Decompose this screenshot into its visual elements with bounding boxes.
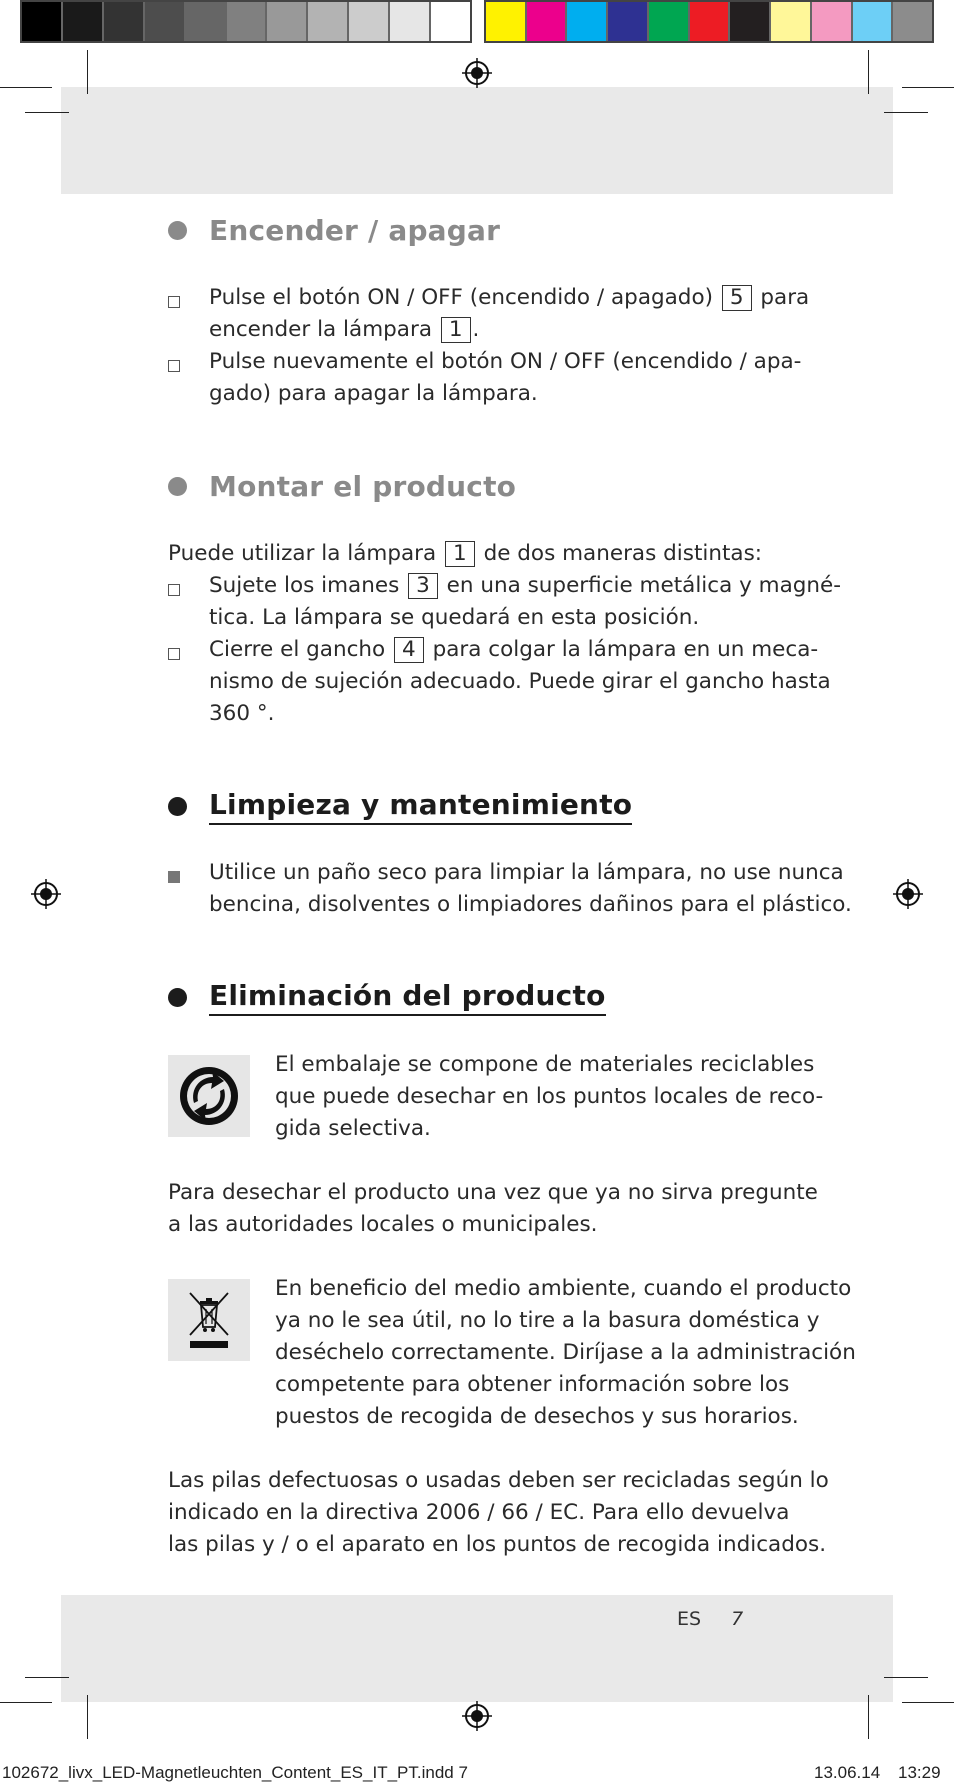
color-swatch	[145, 2, 186, 41]
color-swatch	[567, 2, 608, 41]
paragraph	[209, 634, 831, 730]
color-swatch	[186, 2, 227, 41]
slug-time: 13:29	[898, 1763, 941, 1782]
page-number: 7	[731, 1608, 744, 1630]
text: gida selectiva.	[275, 1116, 431, 1141]
crop-mark	[25, 112, 69, 113]
text: las pilas y / o el aparato en los puntos de recogida indicados.	[168, 1532, 827, 1557]
color-swatch	[390, 2, 431, 41]
green-dot-recycle-icon	[168, 1055, 250, 1137]
color-swatch	[22, 2, 63, 41]
crop-mark	[25, 1677, 69, 1678]
heading-limpieza	[168, 788, 632, 825]
filled-square-bullet-icon	[168, 871, 180, 883]
text: nismo de sujeción adecuado. Puede girar el gancho hasta	[209, 669, 831, 694]
weee-icon-box	[168, 1279, 250, 1361]
bottom-band	[61, 1595, 893, 1702]
crop-mark	[87, 50, 88, 94]
open-square-bullet-icon	[168, 584, 180, 596]
part-reference: 1	[445, 541, 475, 567]
text: Cierre el gancho	[209, 637, 386, 662]
top-band	[61, 87, 893, 194]
color-swatch	[227, 2, 268, 41]
color-swatch	[63, 2, 104, 41]
color-swatch	[893, 2, 932, 41]
registration-mark-icon	[893, 879, 923, 909]
grayscale-bar	[20, 0, 472, 43]
heading-text: Eliminación del producto	[209, 979, 606, 1016]
text: tica. La lámpara se quedará en esta posición.	[209, 605, 700, 630]
text: Sujete los imanes	[209, 573, 400, 598]
color-swatch	[690, 2, 731, 41]
color-swatch	[771, 2, 812, 41]
color-swatch	[853, 2, 894, 41]
text: ya no le sea útil, no lo tire a la basura doméstica y	[275, 1308, 820, 1333]
color-swatch	[431, 2, 470, 41]
paragraph	[209, 570, 841, 634]
crop-mark	[884, 112, 928, 113]
heading-encender	[168, 214, 500, 247]
heading-bullet-icon	[168, 988, 187, 1007]
part-reference: 1	[441, 317, 471, 343]
heading-montar	[168, 470, 516, 503]
crop-mark	[902, 87, 954, 88]
heading-bullet-icon	[168, 797, 187, 816]
text: 360 °.	[209, 701, 275, 726]
part-reference: 5	[722, 285, 752, 311]
text: Pulse el botón ON / OFF (encendido / apagado)	[209, 285, 714, 310]
open-square-bullet-icon	[168, 296, 180, 308]
paragraph	[168, 1465, 829, 1561]
text: para	[760, 285, 810, 310]
crop-mark	[868, 1695, 869, 1739]
color-swatch	[104, 2, 145, 41]
text: que puede desechar en los puntos locales de reco-	[275, 1084, 824, 1109]
paragraph	[275, 1273, 856, 1433]
text: Para desechar el producto una vez que ya no sirva pregunte	[168, 1180, 818, 1205]
crossed-bin-icon	[168, 1279, 250, 1361]
text: .	[472, 317, 480, 342]
text: Puede utilizar la lámpara	[168, 541, 437, 566]
open-square-bullet-icon	[168, 648, 180, 660]
heading-text: Encender / apagar	[209, 214, 501, 247]
text: Pulse nuevamente el botón ON / OFF (encendido / apa-	[209, 349, 802, 374]
crop-mark	[902, 1702, 954, 1703]
heading-bullet-icon	[168, 221, 187, 240]
paragraph	[209, 857, 852, 921]
crop-mark	[87, 1695, 88, 1739]
text: para colgar la lámpara en un meca-	[432, 637, 819, 662]
text: en una superficie metálica y magné-	[446, 573, 842, 598]
color-swatch	[527, 2, 568, 41]
registration-mark-icon	[462, 58, 492, 88]
text: deséchelo correctamente. Diríjase a la administración	[275, 1340, 856, 1365]
text: Las pilas defectuosas o usadas deben ser recicladas según lo	[168, 1468, 829, 1493]
color-swatch	[267, 2, 308, 41]
heading-bullet-icon	[168, 477, 187, 496]
process-color-bar	[484, 0, 934, 43]
registration-mark-icon	[462, 1701, 492, 1731]
part-reference: 3	[408, 573, 438, 599]
language-code: ES	[677, 1608, 702, 1630]
page-footer	[677, 1608, 743, 1630]
text: de dos maneras distintas:	[483, 541, 763, 566]
registration-mark-icon	[31, 879, 61, 909]
part-reference: 4	[394, 637, 424, 663]
slug-date: 13.06.14	[814, 1763, 881, 1782]
paragraph	[275, 1049, 823, 1145]
crop-mark	[0, 87, 52, 88]
color-swatch	[812, 2, 853, 41]
text: Utilice un paño seco para limpiar la lámpara, no use nunca	[209, 860, 844, 885]
color-swatch	[308, 2, 349, 41]
paragraph	[168, 1177, 818, 1241]
text: puestos de recogida de desechos y sus horarios.	[275, 1404, 799, 1429]
paragraph	[209, 282, 809, 346]
text: En beneficio del medio ambiente, cuando el producto	[275, 1276, 852, 1301]
heading-text: Limpieza y mantenimiento	[209, 788, 632, 825]
text: gado) para apagar la lámpara.	[209, 381, 538, 406]
text: competente para obtener información sobre los	[275, 1372, 790, 1397]
text: bencina, disolventes o limpiadores dañinos para el plástico.	[209, 892, 852, 917]
crop-mark	[884, 1677, 928, 1678]
text: a las autoridades locales o municipales.	[168, 1212, 598, 1237]
color-swatch	[486, 2, 527, 41]
paragraph	[209, 346, 801, 410]
color-swatch	[349, 2, 390, 41]
open-square-bullet-icon	[168, 360, 180, 372]
text: indicado en la directiva 2006 / 66 / EC. Para ello devuelva	[168, 1500, 790, 1525]
color-swatch	[730, 2, 771, 41]
heading-text: Montar el producto	[209, 470, 517, 503]
color-swatch	[649, 2, 690, 41]
recycle-icon-box	[168, 1055, 250, 1137]
crop-mark	[868, 50, 869, 94]
crop-mark	[0, 1702, 52, 1703]
text: encender la lámpara	[209, 317, 432, 342]
file-slug: 102672_livx_LED-Magnetleuchten_Content_ES_IT_PT.indd 7	[2, 1763, 468, 1782]
color-swatch	[608, 2, 649, 41]
paragraph	[168, 538, 762, 570]
text: El embalaje se compone de materiales reciclables	[275, 1052, 815, 1077]
heading-eliminacion	[168, 979, 606, 1016]
